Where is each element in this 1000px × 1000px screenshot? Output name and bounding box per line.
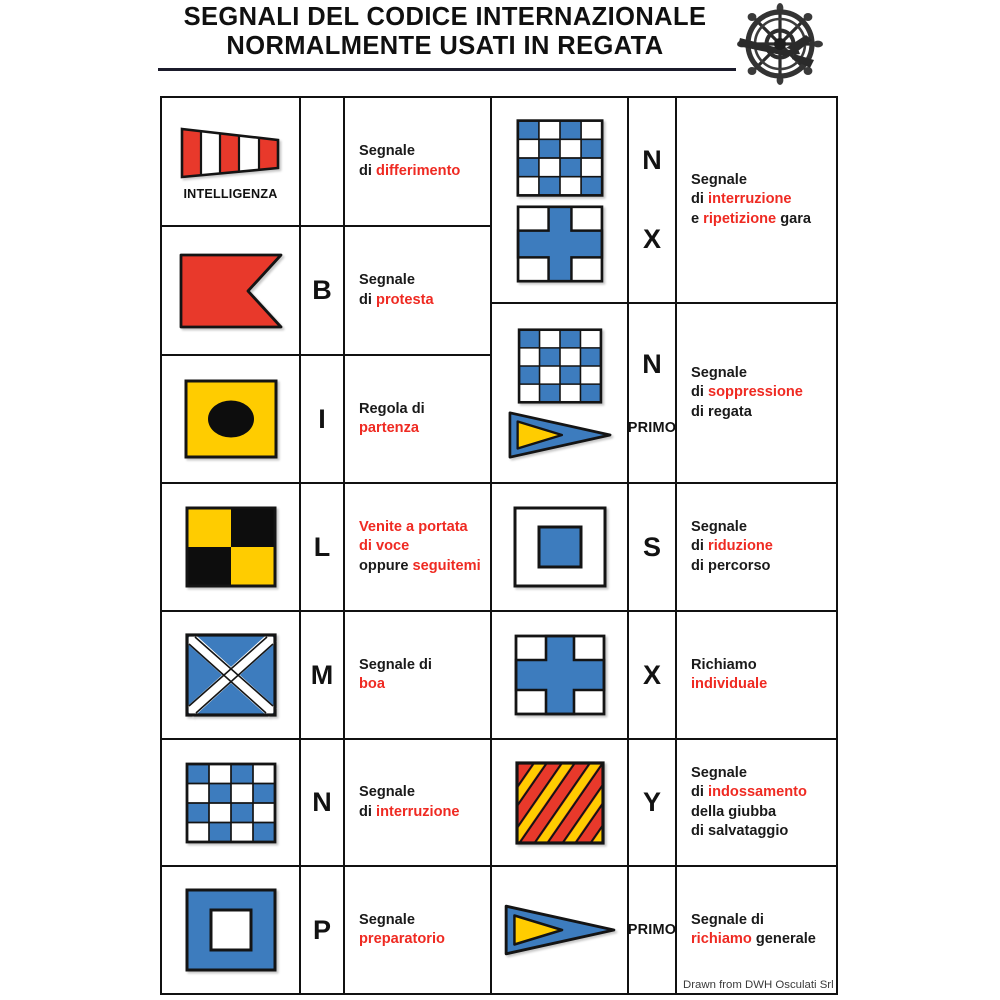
intelligenza-pennant-flag [179,123,283,183]
letter-cell [627,98,677,302]
table-row [162,356,490,484]
description-cell [345,484,490,610]
flag-b [176,250,286,332]
desc-line: Segnale di [359,656,432,673]
flag-l [183,504,279,590]
flag-letter: X [642,659,661,690]
letter-cell [299,484,345,610]
desc-line: Regola di [359,400,425,417]
desc-line: di regata [691,403,752,420]
left-column [162,98,492,993]
desc-line: di [691,784,709,800]
desc-highlight: Venite a portata [359,518,468,535]
table-row [162,98,490,227]
desc-highlight: seguitemi [412,557,481,574]
table-row [162,612,490,740]
letter-cell [627,740,677,865]
desc-line: di [359,803,377,820]
flag-cell-p [162,867,299,993]
letter-cell [627,867,677,993]
flag-cell-b [162,227,299,354]
letter-cell [627,304,677,482]
flag-cell-n [162,740,299,865]
flag-cell-s [492,484,627,610]
description-cell [677,304,834,482]
desc-line: Segnale [691,171,747,188]
desc-line: di salvataggio [691,823,789,839]
primo-pennant [506,409,614,461]
flag-letter: N [642,348,662,379]
desc-highlight: richiamo [691,931,752,947]
desc-line: gara [776,210,812,227]
letter-cell [627,612,677,738]
letter-cell [299,356,345,482]
desc-line: generale [751,931,816,947]
desc-highlight: partenza [359,420,420,436]
desc-line: Segnale [691,764,747,781]
signal-flags-table [160,96,838,995]
description-cell [677,612,834,738]
flag-letter: L [313,531,331,562]
desc-highlight: individuale [691,676,768,692]
table-row [492,740,836,867]
table-row [162,740,490,867]
letter-cell [299,612,345,738]
letter-cell [627,484,677,610]
flag-cell-primo [492,867,627,993]
desc-highlight: ripetizione [703,210,777,227]
desc-highlight: soppressione [708,384,803,401]
flag-cell-intelligenza [162,98,299,225]
description-cell [345,356,490,482]
table-row [492,98,836,304]
description-cell [345,740,490,865]
desc-highlight: protesta [376,291,434,308]
footer-credit: Drawn from DWH Osculati Srl [683,979,834,991]
desc-line: di [359,291,377,308]
flag-n [183,760,279,846]
description-cell [345,227,490,354]
desc-highlight: preparatorio [359,931,445,947]
table-row [492,484,836,612]
flag-letter: PRIMO [627,419,677,436]
flag-s [511,504,609,590]
desc-line: Segnale di [691,911,764,928]
flag-cell-n-x [492,98,627,302]
flag-x [514,203,606,285]
page-header [0,0,1000,92]
desc-line: Segnale [359,143,415,159]
table-row [492,867,836,993]
description-cell [345,612,490,738]
description-cell [677,484,834,610]
flag-letter: M [310,659,334,690]
primo-pennant [502,901,618,959]
description-cell [345,867,490,993]
flag-cell-x [492,612,627,738]
flag-letter: X [642,224,661,255]
desc-line: Segnale [691,518,747,535]
description-cell [345,98,490,225]
table-row [492,304,836,484]
description-cell [677,98,834,302]
flag-y [513,759,607,847]
flag-letter: Y [642,787,661,817]
desc-line: Segnale [359,272,415,288]
flag-letter: N [642,144,662,175]
desc-highlight: riduzione [708,538,773,555]
desc-line: di percorso [691,557,771,574]
desc-line: della giubba [691,803,777,820]
desc-line: e [691,210,704,227]
table-row [162,227,490,356]
letter-cell [299,98,345,225]
flag-letter: B [312,275,332,305]
flag-letter: P [312,914,331,945]
desc-highlight: indossamento [708,784,807,800]
ships-wheel-anchor-logo [728,2,832,86]
desc-highlight: boa [359,676,385,692]
flag-p [183,886,279,974]
table-row [162,484,490,612]
desc-line: di [359,162,377,179]
flag-cell-m [162,612,299,738]
flag-caption: INTELLIGENZA [183,186,278,201]
description-cell [677,867,834,993]
flag-letter: S [642,531,661,562]
flag-letter: I [318,403,326,434]
flag-letter: PRIMO [627,921,677,938]
right-column [492,98,836,993]
flag-n [514,116,606,200]
desc-line: di [691,384,709,401]
title-line-1: SEGNALI DEL CODICE INTERNAZIONALE [183,3,707,31]
desc-line: Segnale [359,911,415,928]
desc-highlight: interruzione [376,803,460,820]
flag-x [511,632,609,718]
flag-cell-i [162,356,299,482]
desc-line: Segnale [359,784,415,800]
desc-line: di [691,191,709,208]
flag-cell-y [492,740,627,865]
page-title [150,3,740,61]
description-cell [677,740,834,865]
table-row [162,867,490,993]
letter-cell [299,867,345,993]
desc-highlight: di voce [359,538,410,555]
desc-line: Richiamo [691,656,757,673]
flag-n [514,326,606,406]
letter-cell [299,227,345,354]
desc-highlight: interruzione [708,191,792,208]
table-row [492,612,836,740]
desc-line: di [691,538,709,555]
title-divider [158,68,736,71]
flag-i [182,377,280,461]
flag-m [183,631,279,719]
flag-letter: N [312,787,332,817]
letter-cell [299,740,345,865]
desc-highlight: differimento [376,162,461,179]
title-line-2: NORMALMENTE USATI IN REGATA [226,32,664,60]
flag-cell-n-primo [492,304,627,482]
flag-cell-l [162,484,299,610]
desc-line: Segnale [691,364,747,381]
desc-line: oppure [359,557,413,574]
